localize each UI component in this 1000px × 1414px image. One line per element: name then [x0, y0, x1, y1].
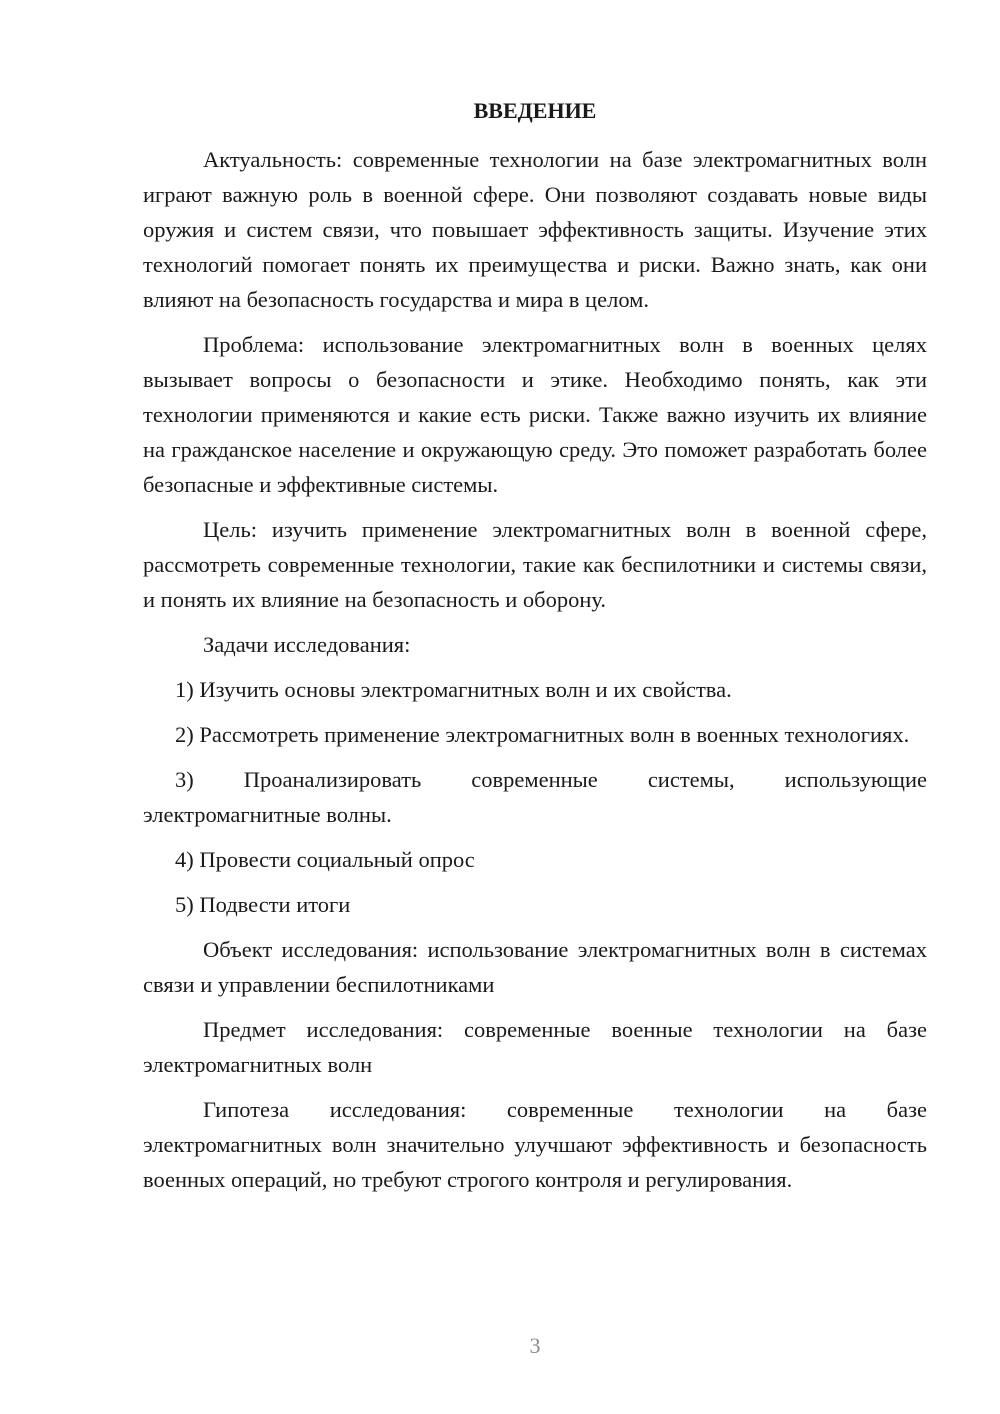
task-item-2: 2) Рассмотреть применение электромагнитных волн в военных технологиях.: [175, 722, 910, 747]
task-item-1: 1) Изучить основы электромагнитных волн и их свойства.: [175, 677, 732, 702]
page-number: 3: [529, 1333, 541, 1358]
task-item-5: 5) Подвести итоги: [175, 892, 351, 917]
problem-paragraph: Проблема: использование электромагнитных волн в военных целях вызывает вопросы о безопасности и этике. Необходимо понять, как эти технологии применяются и какие есть риски. Также важно изучить их влияние на гражданское население и окружающую среду. Это поможет разработать более безопасные и эффективные системы.: [143, 332, 927, 497]
task-item-4: 4) Провести социальный опрос: [175, 847, 475, 872]
tasks-title: Задачи исследования:: [203, 632, 411, 657]
object-paragraph: Объект исследования: использование электромагнитных волн в системах связи и управлении беспилотниками: [143, 937, 927, 997]
document-body: [143, 142, 927, 1207]
task-item-3: 3) Проанализировать современные системы, использующие электромагнитные волны.: [143, 767, 927, 827]
section-heading: ВВЕДЕНИЕ: [473, 98, 597, 123]
subject-paragraph: Предмет исследования: современные военные технологии на базе электромагнитных волн: [143, 1017, 927, 1077]
goal-paragraph: Цель: изучить применение электромагнитных волн в военной сфере, рассмотреть современные технологии, такие как беспилотники и системы связи, и понять их влияние на безопасность и оборону.: [143, 517, 927, 612]
hypothesis-paragraph: Гипотеза исследования: современные технологии на базе электромагнитных волн значительно улучшают эффективность и безопасность военных операций, но требуют строгого контроля и регулирования.: [143, 1097, 927, 1192]
relevance-paragraph: Актуальность: современные технологии на базе электромагнитных волн играют важную роль в военной сфере. Они позволяют создавать новые виды оружия и систем связи, что повышает эффективность защиты. Изучение этих технологий помогает понять их преимущества и риски. Важно знать, как они влияют на безопасность государства и мира в целом.: [143, 147, 927, 312]
